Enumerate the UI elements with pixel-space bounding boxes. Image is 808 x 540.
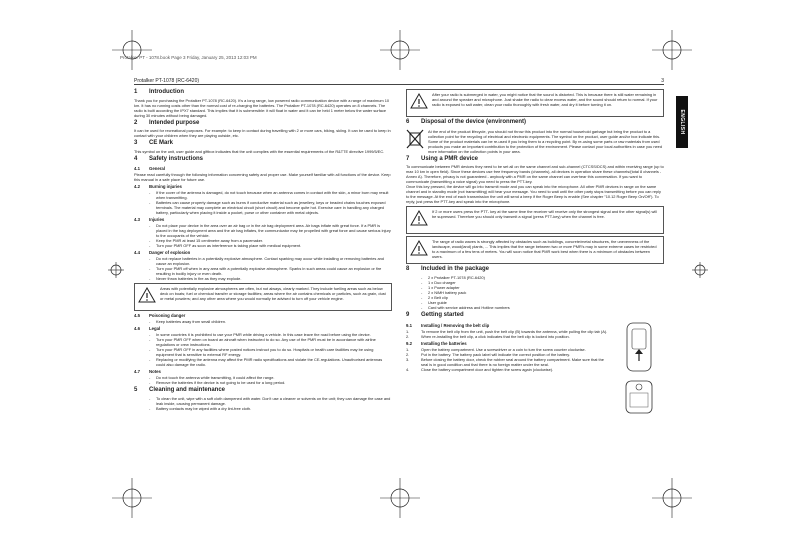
battery-steps	[406, 347, 610, 372]
registration-mark-icon	[380, 478, 420, 518]
section-heading: 3 CE Mark	[134, 140, 174, 147]
list-item: - 1 x Power adapter	[421, 285, 460, 291]
section-heading: 1 Introduction	[134, 89, 184, 95]
list-item: - 2 x Belt clip	[421, 295, 448, 301]
warning-icon	[410, 92, 428, 114]
list-item: - Do not touch the antenna while transmitting, it could affect the range.	[149, 375, 275, 381]
list-item: - Turn your PMR off when in any area with a potentially explosive atmosphere. Sparks in such areas could cause an explosion or fire resulting in bodily injury or even death.	[149, 266, 382, 277]
intended-purpose-text: It can be used for recreational purposes. For example: to keep in contact during travelling with 2 or more cars, biking, skiing. It can be used to keep in contact with your children when they are playing outside, etc.	[134, 128, 391, 139]
warning-icon	[410, 239, 428, 261]
getting-started-text	[406, 321, 610, 422]
getting-started-area	[406, 321, 664, 422]
list-item: - Turn your PMR OFF when on board an aircraft when instructed to do so. Any use of the PMR must be in accordance with airline regulations or crew instructions.	[149, 337, 376, 348]
weee-bin-icon	[406, 129, 424, 149]
general-text: Please read carefully through the following information concerning safety and proper use. Make yourself familiar with all functions of the device. Keep this manual in a safe place for future use.	[134, 171, 391, 182]
section-heading: 6 Disposal of the device (environment)	[406, 119, 527, 125]
registration-mark-icon	[652, 478, 692, 518]
list-item: - Do not place your device in the area over an air bag or in the air bag deployment area. Air bags inflate with great force. If a PMR is placed in the bag deployment area and the air bag inflates, the communicator may be propelled with great force and cause serious injury to the occupants of the vehicle.	[149, 222, 391, 238]
step-item: 2. Put in the battery. The battery pack label will indicate the correct position of the battery.	[406, 351, 571, 357]
print-slug: Protalker PT - 1078.book Page 3 Friday, January 25, 2013 12:03 PM	[120, 55, 257, 60]
header-rule	[134, 84, 664, 85]
explosion-list	[149, 256, 392, 281]
list-item: - If the cover of the antenna is damaged, do not touch because when an antenna comes in contact with the skin, a minor burn may result when transmitting.	[149, 189, 389, 200]
ptt-note-box: If 2 or more users press the PTT- key at the same time the receiver will receive only the strongest signal and the other signal(s) will be supressed. Therefore you should only transmit a signal (press PTT-key) when the channel is free.	[406, 206, 664, 234]
list-item: - Batteries can cause property damage such as burns if conductive material such as jewellery, keys or beaded chains touches exposed terminals. The material may complete an electrical circuit (short circuit) and become quite hot. Exercise care in handling any charged battery, particularly when placing it inside a pocket, purse or other container with metal objects.	[149, 199, 386, 215]
registration-mark-icon	[380, 30, 420, 70]
step-item: 1. To remove the belt clip from the unit, push the belt clip (B) towards the antenna, while pulling the clip tab (A).	[406, 328, 608, 334]
list-item: - Replacing or modifying the antenna may affect the PMR radio specifications and violate the CE-regulations. Unauthorised antennas could also damage the radio.	[149, 357, 383, 368]
step-item: 3. Before closing the battery door, check the rubber seal around the battery compartment. Make sure that the seal is in good condition and that there is no foreign matter under the seal.	[406, 356, 604, 367]
step-item: 1. Open the battery compartment. Use a screwdriver or a coin to turn the screw counter clockwise.	[406, 346, 586, 352]
list-item: - In some countries it is prohibited to use your PMR while driving a vehicle. In this case leave the road before using the device.	[149, 332, 371, 338]
list-item: - Remove the batteries if the device is not going to be used for a long period.	[149, 380, 286, 386]
page-header-title: Protalker PT-1078 (RC-6420)	[134, 78, 200, 84]
list-item: - Do not replace batteries in a potentially explosive atmosphere. Contact sparking may occur while installing or removing batteries and cause an explosion.	[149, 256, 384, 267]
list-item: - Turn your PMR OFF as soon as interference is taking place with medical equipment.	[149, 242, 302, 248]
registration-mark-icon	[112, 30, 152, 70]
list-item: - 2 x NiMH battery pack	[421, 290, 467, 296]
list-item: - 2 x Protalker PT-1078 (RC-6420)	[421, 275, 485, 281]
injuries-list	[149, 223, 392, 248]
explosion-warning-box: Areas with potentially explosive atmospheres are often, but not always, clearly marked. They include fuelling areas such as below deck on boats; fuel or chemical transfer or storage facilities; areas where the air contains chemicals or particles, such as grain, dust or metal powders; and any other area where you would normally be advised to turn off your vehicle engine.	[134, 283, 392, 311]
package-list	[421, 275, 664, 310]
burning-injuries-list	[149, 190, 392, 215]
list-item: - Battery contacts may be wiped with a dry lint-free cloth.	[149, 406, 252, 412]
language-tab: ENGLISH	[676, 96, 688, 148]
warning-icon	[410, 209, 428, 231]
subsection-heading: 4.4 Danger of explosion	[134, 249, 191, 255]
legal-list	[149, 332, 392, 367]
notes-list	[149, 375, 392, 385]
radio-illustration-icon	[614, 321, 664, 422]
list-item: - Card with service address and Hotline numbers	[421, 305, 510, 311]
right-column	[406, 87, 664, 422]
subsection-heading: 9.2 Installing the batteries	[406, 340, 467, 346]
using-pmr-text: To communicate between PMR devices they need to be set all on the same channel and sub-channel (CTCSS/DCS) and within receiving range (up to max 10 km in open field). Since these devices use free frequency bands (channels), all devices in operation share these channels/(total 8 channels - Annex A). Therefore, privacy is not guaranteed - anybody with a PMR on the same channel can overhear this conversation. If you want to communicate (transmitting a voice signal) you need to press the PTT-key. Once this key pressed, the device will go into transmit mode and you can speak into the microphone. All other PMR devices in range on the same channel and in standby mode (not transmitting) will hear your message. You need to wait until the other party stops transmitting before you can reply to the message. At the end of each transmission the unit will send a beep if the Roger Beep is enable (See chapter "10.12 Roger Beep On/Off"). To reply, just press the PTT-key and speak into the microphone.	[406, 164, 664, 205]
warning-icon	[138, 286, 156, 308]
section-heading: 4 Safety instructions	[134, 156, 204, 163]
section-heading: 9 Getting started	[406, 312, 464, 319]
page-number: 3	[661, 78, 664, 84]
subsection-heading: 4.5 Poisoning danger	[134, 313, 186, 319]
list-item: - 1 x Duo charger	[421, 280, 456, 286]
section-heading: 5 Cleaning and maintenance	[134, 387, 226, 394]
list-item: - Never throw batteries in fire as they may explode.	[149, 276, 242, 282]
section-heading: 8 Included in the package	[406, 266, 490, 273]
left-column	[134, 87, 392, 412]
registration-mark-icon	[652, 30, 692, 70]
step-item: 4. Close the battery compartment door and tighten the screw again (clockwise).	[406, 366, 554, 372]
introduction-text: Thank you for purchasing the Protalker PT-1078 (RC-6420). It's a long range, low powered radio communication device with a range of maximum 10 km. It has no running costs other than the normal cost of re-charging the batteries. The Protalker PT-1078 (RC-6420) operates on 8 channels. The radio is built according the IPX7 standard. This implies that it is submersible: it will float in water and it can be held 1 meter below the water surface during 30 minutes without being damaged.	[134, 97, 390, 118]
poisoning-list	[149, 319, 392, 324]
list-item: - To clean the unit, wipe with a soft cloth dampened with water. Don't use a cleaner or solvents on the unit; they can damage the case and leak inside, causing permanent damage.	[149, 396, 391, 407]
list-item: - Turn your PMR OFF in any facilities where posted notices instruct you to do so. Hospitals or health care facilities may be using equipment that is sensitive to external RF energy.	[149, 347, 374, 358]
registration-mark-icon	[692, 262, 708, 278]
list-item: - Keep batteries away from small children.	[149, 319, 227, 325]
list-item: - User guide	[421, 300, 447, 306]
registration-mark-icon	[112, 478, 152, 518]
water-warning-box: After your radio is submerged in water, you might notice that the sound is distorted. This is because there is still water remaining in and around the speaker and microphone. Just shake the radio to clear excess water, and the sound should return to normal. If your radio is exposed to salt water, clean your radio thoroughly with fresh water, and dry it before turning it on.	[406, 89, 664, 117]
subsection-heading: 9.1 Installing / Removing the belt clip	[406, 322, 490, 328]
belt-clip-steps	[406, 329, 610, 339]
step-item: 2. When re-installing the belt clip, a click indicates that the belt clip is locked into position.	[406, 333, 570, 339]
subsection-heading: 4.3 Injuries	[134, 216, 165, 222]
registration-mark-icon	[108, 262, 124, 278]
subsection-heading: 4.7 Notes	[134, 369, 161, 375]
ce-mark-text: This symbol on the unit, user guide and giftbox indicates that the unit complies with the essential requirements of the R&TTE directive 1999/5/EC.	[134, 149, 385, 155]
cleaning-list	[149, 396, 392, 411]
subsection-heading: 4.2 Burning injuries	[134, 183, 182, 189]
list-item: - Keep the PMR at least 15 centimetre away from a pacemaker.	[149, 237, 264, 243]
section-heading: 7 Using a PMR device	[406, 155, 479, 162]
disposal-block: At the end of the product lifecycle, you should not throw this product into the normal household garbage but bring the product to a collection point for the recycling of electrical and electronic equipments. The symbol on the product, user guide and/or box indicate this. Some of the product materials can be re-used if you bring them to a recycling point. By re-using some parts or raw materials from used products you make an important contribution to the protection of the environment. Please contact your local authorities in case you need more information on the collection points in your area.	[406, 129, 664, 154]
subsection-heading: 4.6 Legal	[134, 326, 161, 332]
range-note-box: The range of radio waves is strongly affected by obstacles such as buildings, concrete/metal structures, the unevenness of the landscape, wood(land) plants, ... This implies that the range between two or more PMR's may in some extreme cases be restricted to a maximum of a few tens of meters. You will soon notice that PMR work best when there is a minimum of obstacles between users.	[406, 236, 664, 264]
subsection-heading: 4.1 General	[134, 165, 166, 171]
section-heading: 2 Intended purpose	[134, 119, 200, 126]
